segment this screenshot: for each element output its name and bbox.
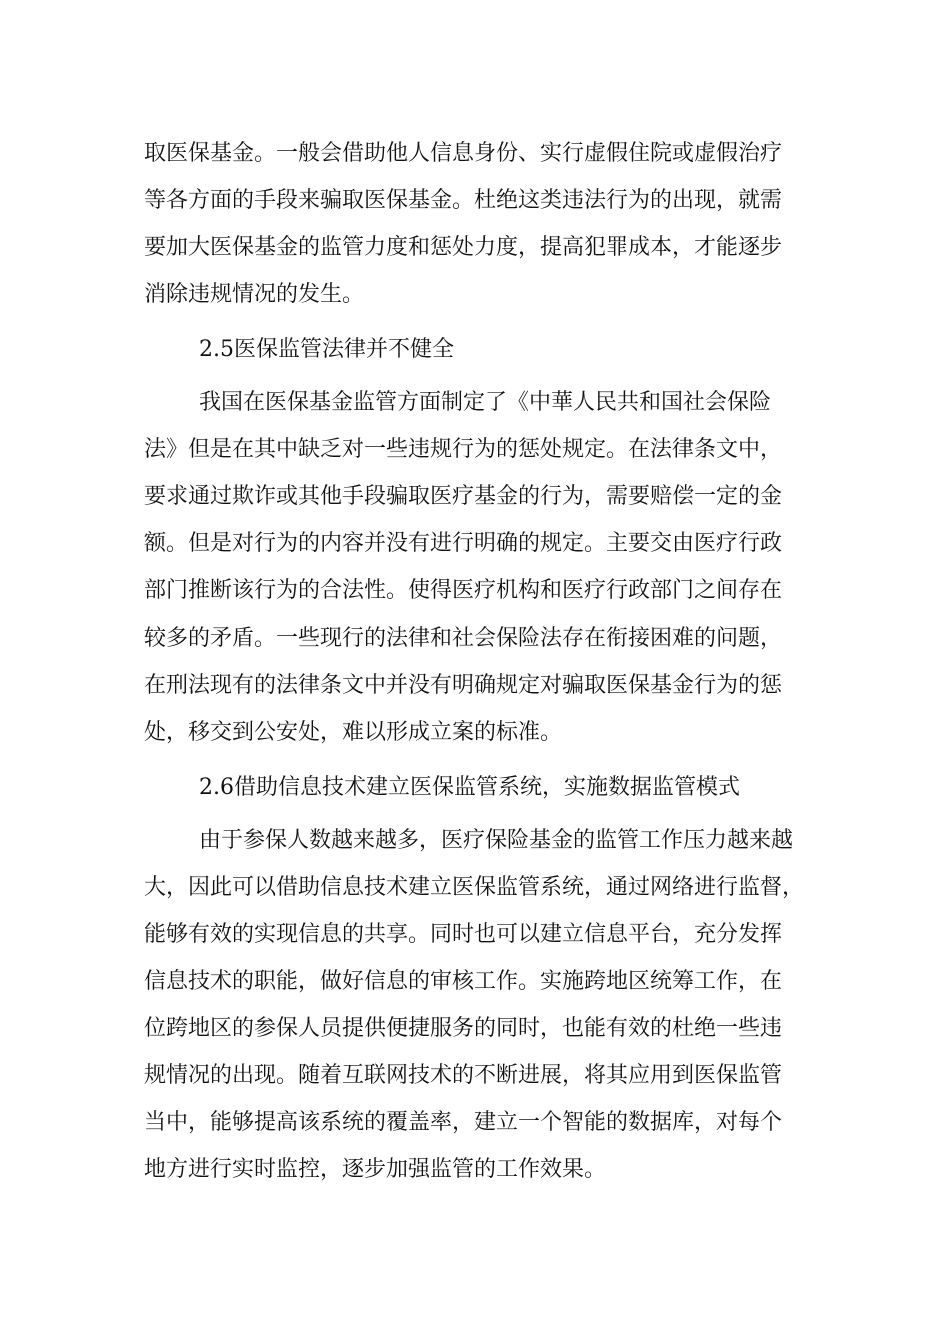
section-heading-2-6: 2.6借助信息技术建立医保监管系统，实施数据监管模式 — [199, 775, 740, 800]
paragraph-3-line-6: 规情况的出现。随着互联网技术的不断进展，将其应用到医保监管 — [144, 1063, 783, 1088]
paragraph-1-line-1: 取医保基金。一般会借助他人信息身份、实行虚假住院或虚假治疗 — [144, 141, 783, 166]
paragraph-3-line-5: 位跨地区的参保人员提供便捷服务的同时，也能有效的杜绝一些违 — [144, 1016, 783, 1041]
paragraph-2-line-8: 处，移交到公安处，难以形成立案的标准。 — [144, 720, 563, 745]
paragraph-3-line-8: 地方进行实时监控，逐步加强监管的工作效果。 — [144, 1157, 607, 1182]
paragraph-2-line-3: 要求通过欺诈或其他手段骗取医疗基金的行为，需要赔偿一定的金 — [144, 484, 783, 509]
paragraph-2-line-1: 我国在医保基金监管方面制定了《中華人民共和国社会保险 — [199, 390, 772, 415]
paragraph-3-line-1: 由于参保人数越来越多，医疗保险基金的监管工作压力越来越 — [199, 828, 794, 853]
paragraph-3-line-7: 当中，能够提高该系统的覆盖率，建立一个智能的数据库，对每个 — [144, 1110, 783, 1135]
paragraph-2-line-6: 较多的矛盾。一些现行的法律和社会保险法存在衔接困难的问题， — [144, 626, 783, 651]
paragraph-2-line-2: 法》但是在其中缺乏对一些违规行为的惩处规定。在法律条文中， — [144, 437, 783, 462]
paragraph-2-line-7: 在刑法现有的法律条文中并没有明确规定对骗取医保基金行为的惩 — [144, 673, 783, 698]
paragraph-1-line-3: 要加大医保基金的监管力度和惩处力度，提高犯罪成本，才能逐步 — [144, 235, 783, 260]
paragraph-1-line-2: 等各方面的手段来骗取医保基金。杜绝这类违法行为的出现，就需 — [144, 188, 783, 213]
paragraph-3-line-4: 信息技术的职能，做好信息的审核工作。实施跨地区统筹工作，在 — [144, 969, 783, 994]
paragraph-2-line-4: 额。但是对行为的内容并没有进行明确的规定。主要交由医疗行政 — [144, 531, 783, 556]
paragraph-3-line-3: 能够有效的实现信息的共享。同时也可以建立信息平台，充分发挥 — [144, 922, 783, 947]
section-heading-2-5: 2.5医保监管法律并不健全 — [199, 337, 454, 362]
paragraph-1-line-4: 消除违规情况的发生。 — [144, 282, 365, 307]
paragraph-2-line-5: 部门推断该行为的合法性。使得医疗机构和医疗行政部门之间存在 — [144, 578, 783, 603]
paragraph-3-line-2: 大，因此可以借助信息技术建立医保监管系统，通过网络进行监督， — [144, 875, 805, 900]
